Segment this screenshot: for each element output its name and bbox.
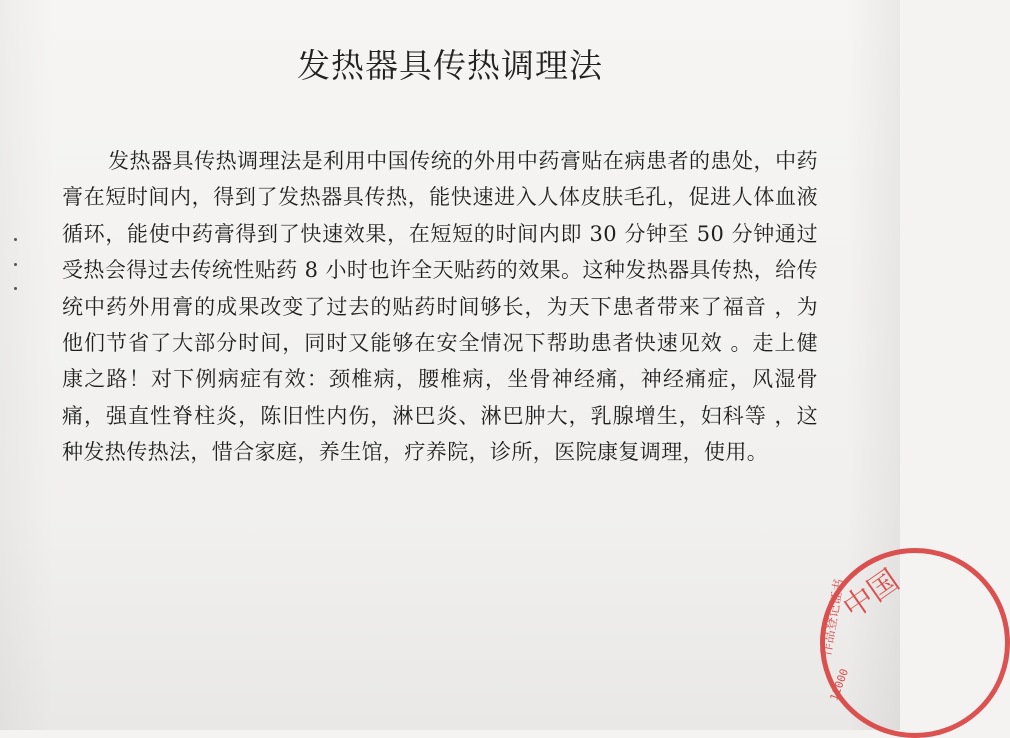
stamp-main-text: 中国 (836, 563, 906, 627)
red-seal-stamp (820, 548, 1010, 738)
margin-dot (14, 287, 17, 290)
stamp-sub-text: 作品登记证书 (819, 577, 848, 658)
stamp-number: 11000 (827, 666, 852, 703)
stamp-lettering (819, 553, 1005, 733)
margin-dot (14, 238, 17, 241)
margin-dot (14, 263, 17, 266)
document-body-paragraph: 发热器具传热调理法是利用中国传统的外用中药膏贴在病患者的患处，中药膏在短时间内，得到了发热器具传热，能快速进入人体皮肤毛孔，促进人体血液循环，能使中药膏得到了快速效果，在短短的时间内即 30 分钟至 50 分钟通过受热会得过去传统性贴药 8 小时也许全天贴药的效果。这种发热器具传热，给传统中药外用膏的成果改变了过去的贴药时间够长，为天下患者带来了福音 ，为他们节省了大部分时间，同时又能够在安全情况下帮助患者快速见效 。走上健康之路！对下例病症有效：颈椎病，腰椎病，坐骨神经痛，神经痛症，风湿骨痛，强直性脊柱炎，陈旧性内伤，淋巴炎、淋巴肿大，乳腺增生，妇科等 ，这种发热传热法，惜合家庭，养生馆，疗养院，诊所，医院康复调理，使用。 (62, 149, 818, 465)
document-title: 发热器具传热调理法 (297, 46, 603, 85)
